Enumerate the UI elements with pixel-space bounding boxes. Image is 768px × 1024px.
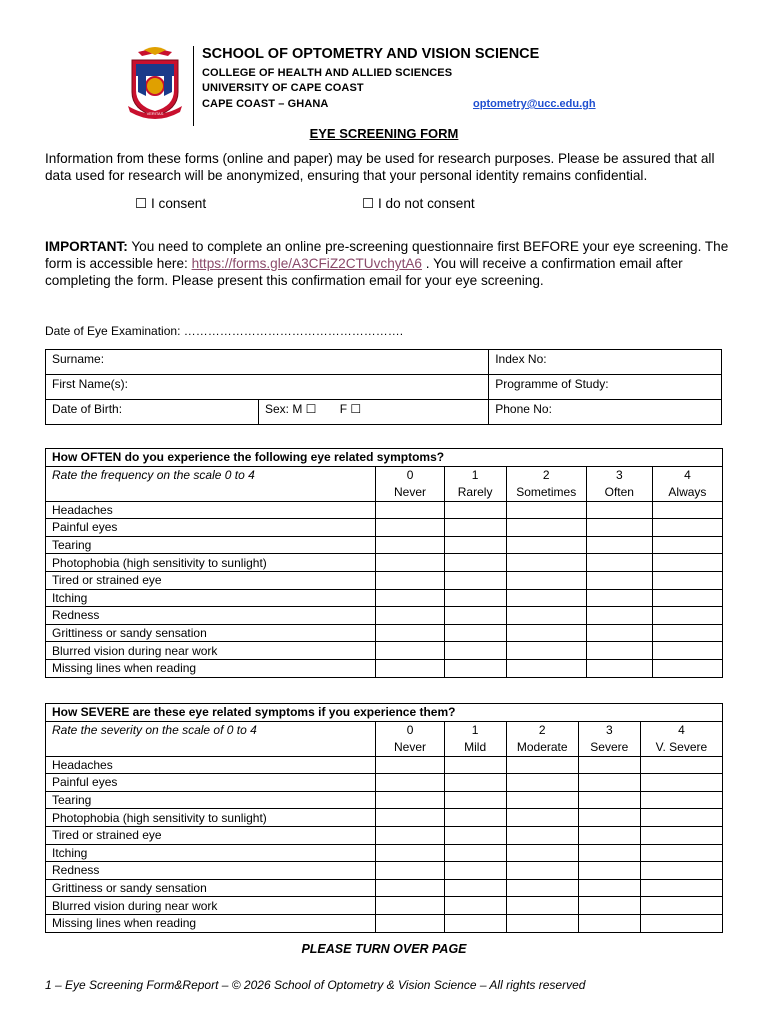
scale-number: 4 <box>684 467 691 482</box>
frequency-rating-cell[interactable] <box>444 589 506 607</box>
prescreening-link[interactable]: https://forms.gle/A3CFiZ2CTUvchytA6 <box>191 256 422 271</box>
phone-field[interactable]: Phone No: <box>489 400 722 425</box>
severity-rating-cell[interactable] <box>640 844 722 862</box>
scale-label: Moderate <box>516 739 568 754</box>
frequency-rating-cell[interactable] <box>506 571 586 589</box>
email-link[interactable]: optometry@ucc.edu.gh <box>473 98 596 110</box>
severity-rating-cell[interactable] <box>506 862 578 880</box>
symptom-label: Tired or strained eye <box>46 571 376 589</box>
severity-rating-cell[interactable] <box>376 826 444 844</box>
severity-rating-cell[interactable] <box>578 844 640 862</box>
frequency-rating-cell[interactable] <box>586 589 652 607</box>
frequency-rating-cell[interactable] <box>376 536 444 554</box>
severity-rating-cell[interactable] <box>444 897 506 915</box>
severity-rating-cell[interactable] <box>506 826 578 844</box>
severity-rating-cell[interactable] <box>640 809 722 827</box>
symptom-label: Missing lines when reading <box>46 659 376 677</box>
table-row <box>46 809 723 827</box>
severity-rating-cell[interactable] <box>444 914 506 932</box>
table-row <box>46 659 723 677</box>
severity-rating-cell[interactable] <box>444 791 506 809</box>
severity-rating-cell[interactable] <box>578 774 640 792</box>
severity-rating-cell[interactable] <box>376 844 444 862</box>
symptom-label: Headaches <box>46 756 376 774</box>
table-row <box>46 536 723 554</box>
frequency-rating-cell[interactable] <box>444 519 506 537</box>
frequency-rating-cell[interactable] <box>444 501 506 519</box>
frequency-rating-cell[interactable] <box>586 536 652 554</box>
symptom-label: Itching <box>46 589 376 607</box>
frequency-rating-cell[interactable] <box>586 554 652 572</box>
frequency-rating-cell[interactable] <box>444 536 506 554</box>
scale-number: 1 <box>471 722 479 737</box>
important-text-2: . You will receive a confirmation email after completing the form. Please present this confirmation email for your eye screening. <box>45 256 683 288</box>
first-names-field[interactable]: First Name(s): <box>46 375 489 400</box>
symptom-label: Photophobia (high sensitivity to sunlight) <box>46 809 376 827</box>
frequency-rating-cell[interactable] <box>506 536 586 554</box>
severity-rating-cell[interactable] <box>444 879 506 897</box>
scale-label: Sometimes <box>516 484 577 499</box>
severity-rating-cell[interactable] <box>578 897 640 915</box>
scale-number: 3 <box>605 722 613 737</box>
frequency-rating-cell[interactable] <box>376 642 444 660</box>
severity-rating-cell[interactable] <box>444 809 506 827</box>
surname-field[interactable]: Surname: <box>46 350 489 375</box>
frequency-rating-cell[interactable] <box>652 642 722 660</box>
table-row <box>46 914 723 932</box>
scale-number: 2 <box>542 467 550 482</box>
frequency-rating-cell[interactable] <box>506 642 586 660</box>
frequency-rating-cell[interactable] <box>652 536 722 554</box>
frequency-rating-cell[interactable] <box>376 659 444 677</box>
table-row <box>46 519 723 537</box>
frequency-rating-cell[interactable] <box>376 571 444 589</box>
table-row <box>46 554 723 572</box>
severity-rating-cell[interactable] <box>640 897 722 915</box>
scale-label: V. Severe <box>655 739 708 754</box>
frequency-scale-0 <box>376 466 444 501</box>
severity-rating-cell[interactable] <box>376 809 444 827</box>
scale-label: Severe <box>590 739 629 754</box>
severity-rating-cell[interactable] <box>444 826 506 844</box>
severity-rating-cell[interactable] <box>578 809 640 827</box>
frequency-rating-cell[interactable] <box>586 501 652 519</box>
frequency-scale-3 <box>586 466 652 501</box>
severity-rating-cell[interactable] <box>444 844 506 862</box>
frequency-rating-cell[interactable] <box>586 571 652 589</box>
frequency-rating-cell[interactable] <box>376 501 444 519</box>
symptom-label: Missing lines when reading <box>46 914 376 932</box>
severity-rating-cell[interactable] <box>506 879 578 897</box>
severity-instruction: Rate the severity on the scale of 0 to 4 <box>46 721 376 756</box>
exam-date-line: Date of Eye Examination: ………………………………………………. <box>45 324 404 338</box>
frequency-rating-cell[interactable] <box>444 642 506 660</box>
frequency-rating-cell[interactable] <box>506 607 586 625</box>
table-row <box>46 791 723 809</box>
university-crest-logo <box>126 46 184 120</box>
symptom-label: Blurred vision during near work <box>46 897 376 915</box>
frequency-rating-cell[interactable] <box>586 659 652 677</box>
frequency-rating-cell[interactable] <box>506 501 586 519</box>
frequency-rating-cell[interactable] <box>376 589 444 607</box>
frequency-rating-cell[interactable] <box>586 642 652 660</box>
severity-rating-cell[interactable] <box>506 809 578 827</box>
frequency-rating-cell[interactable] <box>506 589 586 607</box>
severity-rating-cell[interactable] <box>640 774 722 792</box>
frequency-rating-cell[interactable] <box>376 519 444 537</box>
frequency-rating-cell[interactable] <box>506 554 586 572</box>
severity-rating-cell[interactable] <box>444 756 506 774</box>
no-consent-checkbox[interactable]: ☐ I do not consent <box>362 196 475 211</box>
severity-rating-cell[interactable] <box>578 826 640 844</box>
table-row <box>46 607 723 625</box>
frequency-table <box>45 448 723 678</box>
severity-question: How SEVERE are these eye related symptoms if you experience them? <box>46 704 723 722</box>
frequency-rating-cell[interactable] <box>652 501 722 519</box>
frequency-rating-cell[interactable] <box>444 607 506 625</box>
severity-rating-cell[interactable] <box>506 914 578 932</box>
severity-scale-1 <box>444 721 506 756</box>
svg-text:VERITAS: VERITAS <box>146 111 164 116</box>
frequency-rating-cell[interactable] <box>444 571 506 589</box>
symptom-label: Painful eyes <box>46 774 376 792</box>
symptom-label: Tired or strained eye <box>46 826 376 844</box>
severity-scale-0 <box>376 721 444 756</box>
frequency-rating-cell[interactable] <box>586 624 652 642</box>
table-row <box>46 571 723 589</box>
severity-rating-cell[interactable] <box>376 914 444 932</box>
severity-scale-2 <box>506 721 578 756</box>
frequency-rating-cell[interactable] <box>444 659 506 677</box>
student-info-table <box>45 349 722 425</box>
severity-rating-cell[interactable] <box>506 774 578 792</box>
page-footer: 1 – Eye Screening Form&Report – © 2026 School of Optometry & Vision Science – All rights reserved <box>45 978 586 992</box>
scale-number: 2 <box>538 722 546 737</box>
symptom-label: Itching <box>46 844 376 862</box>
frequency-rating-cell[interactable] <box>586 607 652 625</box>
index-no-field[interactable]: Index No: <box>489 350 722 375</box>
frequency-rating-cell[interactable] <box>652 659 722 677</box>
scale-number: 3 <box>615 467 623 482</box>
severity-rating-cell[interactable] <box>578 914 640 932</box>
severity-rating-cell[interactable] <box>506 844 578 862</box>
turn-over-note: PLEASE TURN OVER PAGE <box>301 942 467 956</box>
frequency-rating-cell[interactable] <box>506 519 586 537</box>
table-row <box>46 642 723 660</box>
severity-rating-cell[interactable] <box>640 879 722 897</box>
location: CAPE COAST – GHANA <box>202 98 329 110</box>
severity-rating-cell[interactable] <box>376 774 444 792</box>
school-name: SCHOOL OF OPTOMETRY AND VISION SCIENCE <box>202 46 540 62</box>
severity-rating-cell[interactable] <box>376 756 444 774</box>
symptom-label: Grittiness or sandy sensation <box>46 624 376 642</box>
severity-rating-cell[interactable] <box>640 791 722 809</box>
table-row <box>46 897 723 915</box>
severity-rating-cell[interactable] <box>444 774 506 792</box>
severity-rating-cell[interactable] <box>640 914 722 932</box>
university-name: UNIVERSITY OF CAPE COAST <box>202 82 364 94</box>
form-title: EYE SCREENING FORM <box>309 126 459 141</box>
severity-scale-4 <box>640 721 722 756</box>
frequency-rating-cell[interactable] <box>376 624 444 642</box>
table-row <box>46 624 723 642</box>
severity-rating-cell[interactable] <box>578 879 640 897</box>
severity-rating-cell[interactable] <box>376 791 444 809</box>
severity-rating-cell[interactable] <box>640 756 722 774</box>
important-text-1: You need to complete an online pre-screening questionnaire first BEFORE your eye screening. The form is accessible here: <box>45 239 729 271</box>
scale-label: Always <box>668 484 707 499</box>
sex-field[interactable]: Sex: M ☐ F ☐ <box>259 400 489 425</box>
severity-scale-3 <box>578 721 640 756</box>
frequency-scale-1 <box>444 466 506 501</box>
dob-field[interactable]: Date of Birth: <box>46 400 259 425</box>
symptom-label: Tearing <box>46 536 376 554</box>
scale-number: 0 <box>406 722 414 737</box>
frequency-rating-cell[interactable] <box>652 571 722 589</box>
scale-label: Mild <box>464 739 487 754</box>
frequency-instruction: Rate the frequency on the scale 0 to 4 <box>46 466 376 501</box>
symptom-label: Headaches <box>46 501 376 519</box>
symptom-label: Redness <box>46 862 376 880</box>
frequency-rating-cell[interactable] <box>376 554 444 572</box>
frequency-rating-cell[interactable] <box>652 589 722 607</box>
severity-table <box>45 703 723 933</box>
severity-rating-cell[interactable] <box>444 862 506 880</box>
frequency-rating-cell[interactable] <box>506 659 586 677</box>
table-row <box>46 826 723 844</box>
scale-label: Rarely <box>457 484 493 499</box>
frequency-scale-2 <box>506 466 586 501</box>
table-row <box>46 501 723 519</box>
symptom-label: Grittiness or sandy sensation <box>46 879 376 897</box>
table-row <box>46 756 723 774</box>
consent-checkbox[interactable]: ☐ I consent <box>135 196 207 211</box>
important-label: IMPORTANT: <box>45 239 128 254</box>
severity-rating-cell[interactable] <box>376 862 444 880</box>
college-name: COLLEGE OF HEALTH AND ALLIED SCIENCES <box>202 67 453 79</box>
severity-rating-cell[interactable] <box>578 862 640 880</box>
table-row <box>46 844 723 862</box>
severity-rating-cell[interactable] <box>578 791 640 809</box>
frequency-rating-cell[interactable] <box>652 607 722 625</box>
frequency-rating-cell[interactable] <box>652 624 722 642</box>
symptom-label: Painful eyes <box>46 519 376 537</box>
intro-paragraph: Information from these forms (online and paper) may be used for research purposes. Please be assured that all data used for research will be anonymized, ensuring that your personal identity remains confidential. <box>45 151 715 183</box>
frequency-rating-cell[interactable] <box>444 624 506 642</box>
important-paragraph <box>45 238 735 289</box>
frequency-rating-cell[interactable] <box>506 624 586 642</box>
frequency-question: How OFTEN do you experience the following eye related symptoms? <box>46 449 723 467</box>
scale-number: 4 <box>678 722 685 737</box>
table-row <box>46 862 723 880</box>
severity-rating-cell[interactable] <box>640 826 722 844</box>
frequency-rating-cell[interactable] <box>586 519 652 537</box>
table-row <box>46 589 723 607</box>
scale-label: Never <box>394 739 427 754</box>
severity-rating-cell[interactable] <box>578 756 640 774</box>
frequency-rating-cell[interactable] <box>376 607 444 625</box>
symptom-label: Redness <box>46 607 376 625</box>
scale-label: Often <box>604 484 634 499</box>
severity-rating-cell[interactable] <box>506 897 578 915</box>
scale-number: 0 <box>406 467 414 482</box>
severity-rating-cell[interactable] <box>506 791 578 809</box>
frequency-rating-cell[interactable] <box>652 519 722 537</box>
scale-label: Never <box>394 484 427 499</box>
severity-rating-cell[interactable] <box>376 879 444 897</box>
header-divider <box>193 46 194 126</box>
severity-rating-cell[interactable] <box>376 897 444 915</box>
programme-field[interactable]: Programme of Study: <box>489 375 722 400</box>
table-row <box>46 774 723 792</box>
scale-number: 1 <box>471 467 479 482</box>
table-row <box>46 879 723 897</box>
symptom-label: Photophobia (high sensitivity to sunlight) <box>46 554 376 572</box>
frequency-rating-cell[interactable] <box>652 554 722 572</box>
frequency-rating-cell[interactable] <box>444 554 506 572</box>
frequency-scale-4 <box>652 466 722 501</box>
symptom-label: Blurred vision during near work <box>46 642 376 660</box>
symptom-label: Tearing <box>46 791 376 809</box>
severity-rating-cell[interactable] <box>506 756 578 774</box>
severity-rating-cell[interactable] <box>640 862 722 880</box>
